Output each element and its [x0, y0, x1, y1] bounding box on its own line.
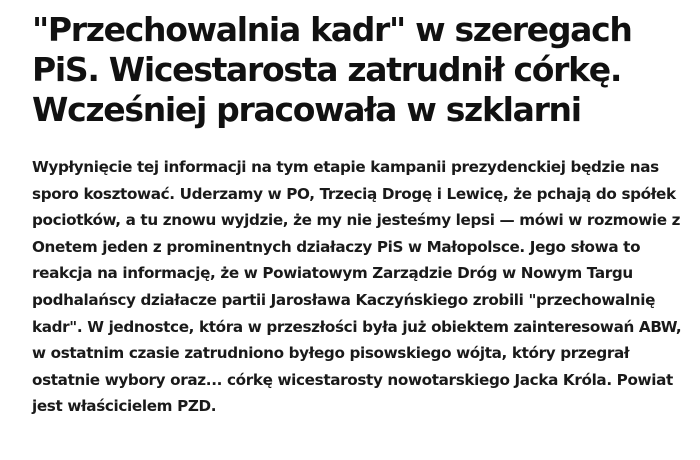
- news-article: [32, 0, 688, 420]
- article-lead: Wypłynięcie tej informacji na tym etapie kampanii prezydenckiej będzie nas sporo kosztować. Uderzamy w PO, Trzecią Drogę i Lewicę, że pchają do spółek pociotków, a tu znowu wyjdzie, że my nie jesteśmy lepsi — mówi w rozmowie z Onetem jeden z prominentnych działaczy PiS w Małopolsce. Jego słowa to reakcja na informację, że w Powiatowym Zarządzie Dróg w Nowym Targu podhalańscy działacze partii Jarosława Kaczyńskiego zrobili "przechowalnię kadr". W jednostce, która w przeszłości była już obiektem zainteresowań ABW, w ostatnim czasie zatrudniono byłego pisowskiego wójta, który przegrał ostatnie wybory oraz... córkę wicestarosty nowotarskiego Jacka Króla. Powiat jest właścicielem PZD.: [32, 158, 682, 416]
- article-headline: "Przechowalnia kadr" w szeregach PiS. Wicestarosta zatrudnił córkę. Wcześniej pracowała w szklarni: [32, 10, 632, 129]
